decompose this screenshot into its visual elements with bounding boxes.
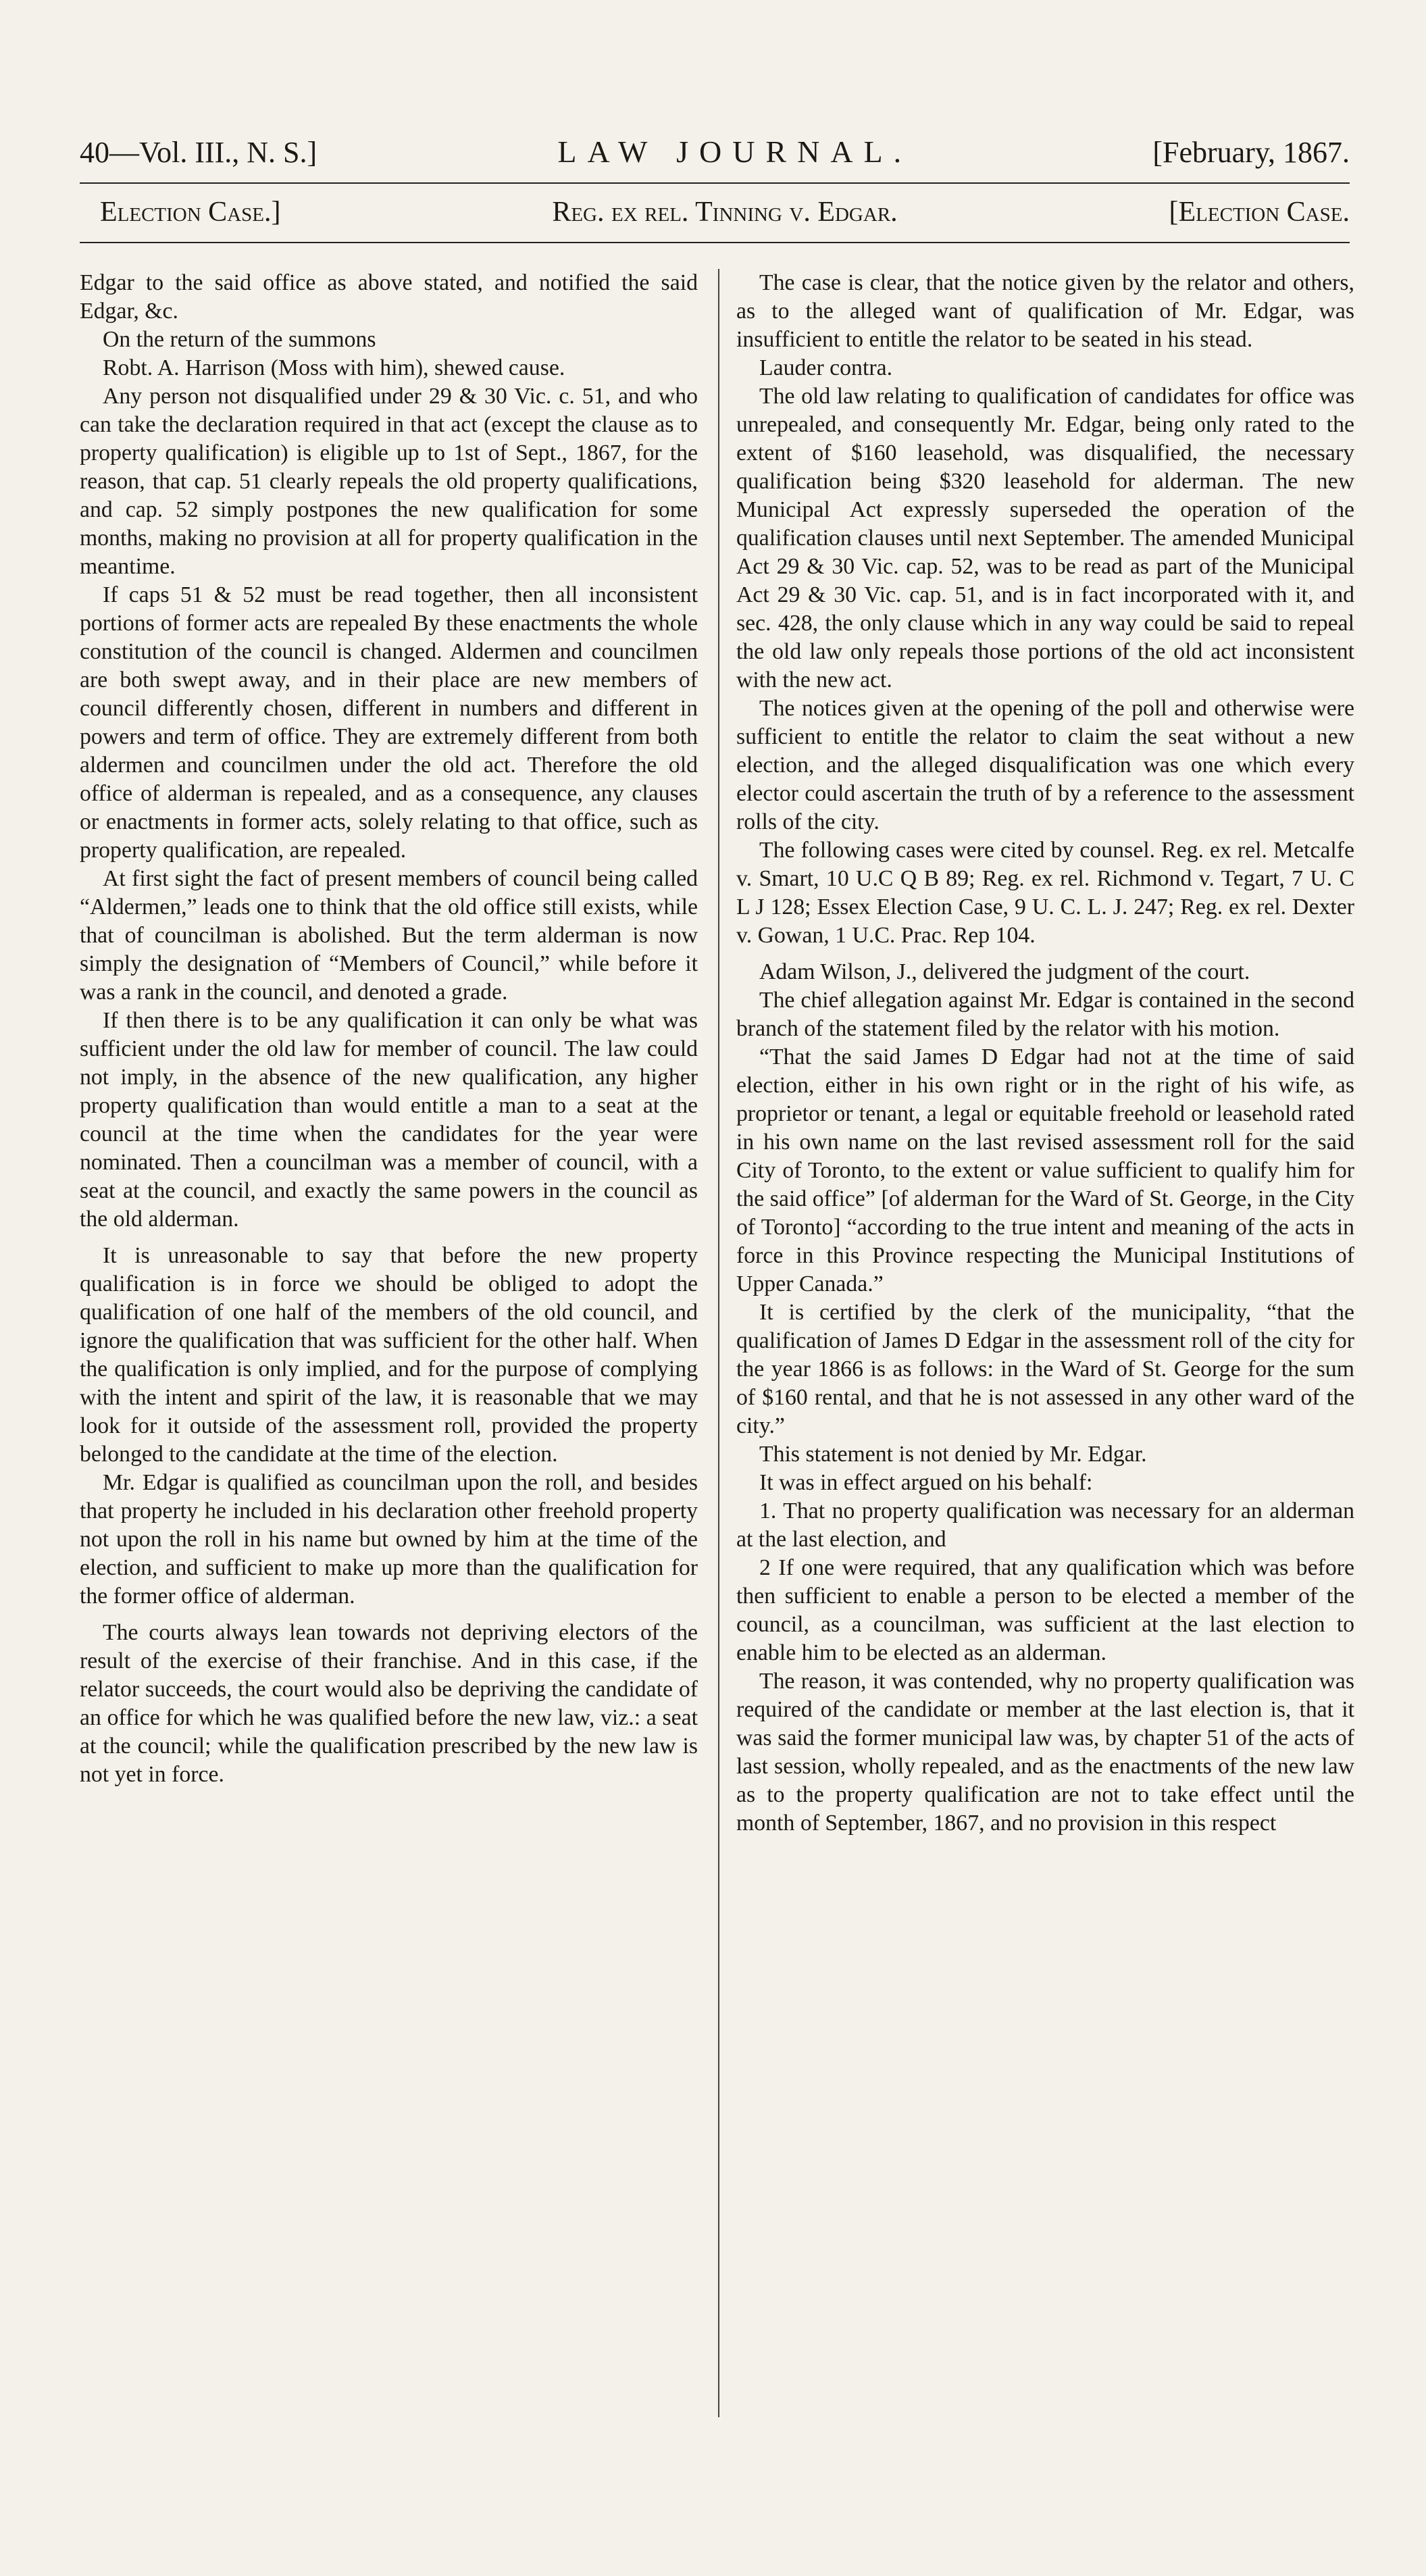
paragraph: 1. That no property qualification was necessary for an alderman at the last election, and [736, 1498, 1354, 1552]
right-column [736, 269, 1354, 2458]
case-type-left: Election Case.] [100, 197, 281, 228]
paragraph: The reason, it was contended, why no property qualification was required of the candidate or member at the last election is, that it was said the former municipal law was, by chapter 51 of the acts of last session, wholly repealed, and as the enactments of the new law as to the property qualification are not to take effect until the month of September, 1867, and no provision in this respect [736, 1669, 1354, 1836]
journal-title: LAW JOURNAL. [557, 134, 913, 169]
paragraph: If caps 51 & 52 must be read together, then all inconsistent portions of former acts are repealed By these enactments the whole constitution of the council is changed. Aldermen and councilmen are both swept away, and in their place are new members of council differently chosen, different in numbers and different in powers and term of office. They are extremely different from both aldermen and councilmen under the old act. Therefore the old office of alderman is repealed, and as a consequence, any clauses or enactments in former acts, solely relating to that office, such as property qualification, are repealed. [80, 582, 698, 863]
paragraph: Any person not disqualified under 29 & 30 Vic. c. 51, and who can take the declaration required in that act (except the clause as to property qualification) is eligible up to 1st of Sept., 1867, for the reason, that cap. 51 clearly repeals the old property qualifications, and cap. 52 simply postpones the new qualification for some months, making no provision at all for property qualification in the meantime. [80, 384, 698, 579]
header-rule [80, 182, 1350, 184]
running-header [80, 134, 1350, 170]
case-header [100, 196, 1350, 228]
paragraph: This statement is not denied by Mr. Edgar. [759, 1442, 1147, 1467]
column-divider [718, 269, 719, 2417]
paragraph: At first sight the fact of present members of council being called “Aldermen,” leads one to think that the old office still exists, while that of councilman is abolished. But the term alderman is now simply the designation of “Members of Council,” while before it was a rank in the council, and denoted a grade. [80, 866, 698, 1005]
case-title: Reg. ex rel. Tinning v. Edgar. [552, 197, 898, 228]
paragraph: The notices given at the opening of the poll and otherwise were sufficient to entitle the relator to claim the seat without a new election, and the alleged disqualification was one which every elector could ascertain the truth of by a reference to the assessment rolls of the city. [736, 696, 1354, 834]
paragraph: It was in effect argued on his behalf: [759, 1470, 1093, 1495]
paragraph: On the return of the summons [103, 327, 376, 352]
paragraph: Lauder contra. [759, 355, 893, 380]
subheader-rule [80, 242, 1350, 243]
paragraph: “That the said James D Edgar had not at the time of said election, either in his own right or in the right of his wife, as proprietor or tenant, a legal or equitable freehold or leasehold rated in his own name on the last revised assessment roll for the said City of Toronto, to the extent or value sufficient to qualify him for the said office” [of alderman for the Ward of St. George, in the City of Toronto] “according to the true intent and meaning of the acts in force in this Province respecting the Municipal Institutions of Upper Canada.” [736, 1044, 1354, 1296]
paragraph: 2 If one were required, that any qualification which was before then sufficient to enable a person to be elected a member of the council, as a councilman, was sufficient at the last election to enable him to be elected as an alderman. [736, 1555, 1354, 1665]
paragraph: The following cases were cited by counsel. Reg. ex rel. Metcalfe v. Smart, 10 U.C Q B 89; Reg. ex rel. Richmond v. Tegart, 7 U. C L J 128; Essex Election Case, 9 U. C. L. J. 247; Reg. ex rel. Dexter v. Gowan, 1 U.C. Prac. Rep 104. [736, 838, 1354, 948]
paragraph: Robt. A. Harrison (Moss with him), shewed cause. [103, 355, 565, 380]
paragraph: The chief allegation against Mr. Edgar is contained in the second branch of the statement filed by the relator with his motion. [736, 988, 1354, 1041]
case-type-right: [Election Case. [1169, 197, 1350, 228]
issue-date: [February, 1867. [1152, 136, 1350, 169]
paragraph: The case is clear, that the notice given by the relator and others, as to the alleged want of qualification of Mr. Edgar, was insufficient to entitle the relator to be seated in his stead. [736, 270, 1354, 352]
paragraph: The old law relating to qualification of candidates for office was unrepealed, and consequently Mr. Edgar, being only rated to the extent of $160 leasehold, was disqualified, the necessary qualification being $320 leasehold for alderman. The new Municipal Act expressly superseded the operation of the qualification clauses until next September. The amended Municipal Act 29 & 30 Vic. cap. 52, was to be read as part of the Municipal Act 29 & 30 Vic. cap. 51, and is in fact incorporated with it, and sec. 428, the only clause which in any way could be said to repeal the old law only repeals those portions of the old act inconsistent with the new act. [736, 384, 1354, 692]
paragraph: The courts always lean towards not depriving electors of the result of the exercise of their franchise. And in this case, if the relator succeeds, the court would also be depriving the candidate of an office for which he was qualified before the new law, viz.: a seat at the council; while the qualification prescribed by the new law is not yet in force. [80, 1620, 698, 1787]
paragraph: If then there is to be any qualification it can only be what was sufficient under the old law for member of council. The law could not imply, in the absence of the new qualification, any higher property qualification than would entitle a man to a seat at the council at the time when the candidates for the year were nominated. Then a councilman was a member of council, with a seat at the council, and exactly the same powers in the council as the old alderman. [80, 1008, 698, 1232]
page-volume: 40—Vol. III., N. S.] [80, 136, 317, 169]
paragraph: Mr. Edgar is qualified as councilman upon the roll, and besides that property he included in his declaration other freehold property not upon the roll in his name but owned by him at the time of the election, and sufficient to make up more than the qualification for the former office of alderman. [80, 1470, 698, 1609]
judgment-intro: Adam Wilson, J., delivered the judgment of the court. [759, 959, 1250, 984]
left-column [80, 269, 698, 2458]
paragraph: Edgar to the said office as above stated, and notified the said Edgar, &c. [80, 270, 698, 324]
paragraph: It is unreasonable to say that before the new property qualification is in force we should be obliged to adopt the qualification of one half of the members of the old council, and ignore the qualification that was sufficient for the other half. When the qualification is only implied, and for the purpose of complying with the intent and spirit of the law, it is reasonable that we may look for it outside of the assessment roll, provided the property belonged to the candidate at the time of the election. [80, 1243, 698, 1467]
paragraph: It is certified by the clerk of the municipality, “that the qualification of James D Edgar in the assessment roll of the city for the year 1866 is as follows: in the Ward of St. George for the sum of $160 rental, and that he is not assessed in any other ward of the city.” [736, 1300, 1354, 1438]
